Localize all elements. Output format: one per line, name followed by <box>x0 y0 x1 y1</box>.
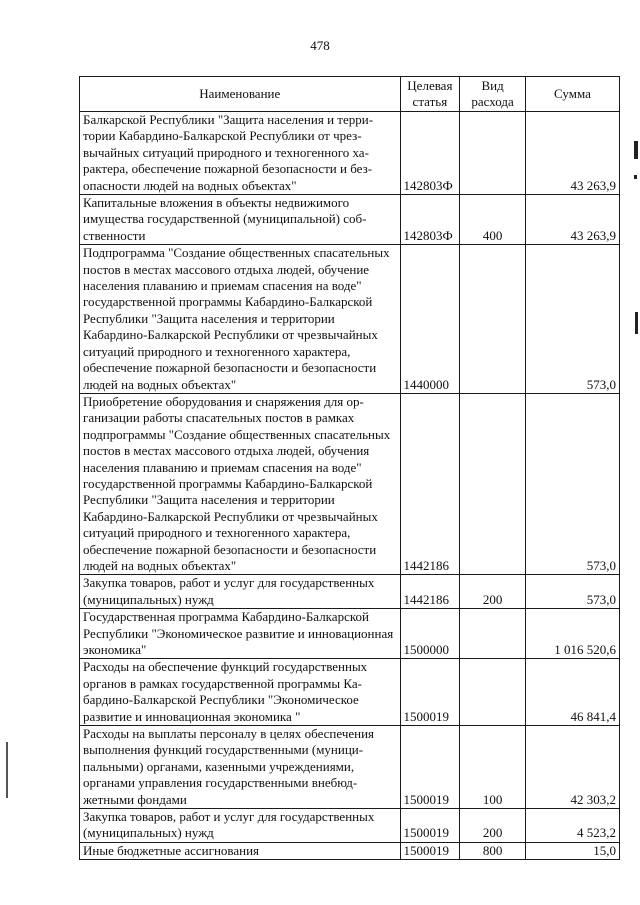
row-name: Приобретение оборудования и снаряжения для организации работы спасательных постов в рамках подпрограммы "Создание общественных спасательных постов в местах массового отдыха людей, обучения населения плаванию и приемам спасения на воде" государственной программы Кабардино-Балкарской Республики "Защита населения и территории Кабардино-Балкарской Республики от чрезвычайных ситуаций природного и техногенного характера, обеспечение пожарной безопасности и безопасности людей на водных объектах" <box>80 393 401 574</box>
row-sum: 4 523,2 <box>525 809 619 843</box>
row-name: Капитальные вложения в объекты недвижимого имущества государственной (муниципальной) собственности <box>80 195 401 245</box>
row-sum: 573,0 <box>525 575 619 609</box>
row-sum: 42 303,2 <box>525 726 619 809</box>
row-target-article: 1500019 <box>400 659 460 726</box>
row-target-article: 142803Ф <box>400 112 460 195</box>
row-target-article: 1440000 <box>400 245 460 394</box>
table-row <box>80 726 620 809</box>
budget-table <box>79 76 620 860</box>
row-sum: 43 263,9 <box>525 195 619 245</box>
scan-edge-mark <box>6 742 8 798</box>
row-target-article: 1500019 <box>400 842 460 859</box>
row-expense-type <box>460 659 526 726</box>
row-expense-type: 200 <box>460 809 526 843</box>
row-target-article: 1500000 <box>400 609 460 659</box>
header-sum: Сумма <box>525 77 619 112</box>
header-target-article: Целевая статья <box>400 77 460 112</box>
row-target-article: 1500019 <box>400 726 460 809</box>
row-target-article: 1442186 <box>400 575 460 609</box>
row-name: Расходы на обеспечение функций государственных органов в рамках государственной программы Кабардино-Балкарской Республики "Экономическое развитие и инновационная экономика " <box>80 659 401 726</box>
table-row <box>80 809 620 843</box>
header-name: Наименование <box>80 77 401 112</box>
table-row <box>80 195 620 245</box>
row-expense-type: 100 <box>460 726 526 809</box>
table-row <box>80 245 620 394</box>
row-expense-type: 800 <box>460 842 526 859</box>
table-row <box>80 575 620 609</box>
row-sum: 15,0 <box>525 842 619 859</box>
row-sum: 573,0 <box>525 393 619 574</box>
row-sum: 1 016 520,6 <box>525 609 619 659</box>
row-target-article: 142803Ф <box>400 195 460 245</box>
row-name: Расходы на выплаты персоналу в целях обеспечения выполнения функций государственными (муниципальными) органами, казенными учреждениями, органами управления государственными внебюджетными фондами <box>80 726 401 809</box>
row-name: Иные бюджетные ассигнования <box>80 842 401 859</box>
table-row <box>80 842 620 859</box>
row-sum: 46 841,4 <box>525 659 619 726</box>
scan-edge-mark <box>634 175 637 179</box>
table-header-row <box>80 77 620 112</box>
table-row <box>80 393 620 574</box>
row-expense-type <box>460 245 526 394</box>
page-number: 478 <box>310 38 330 53</box>
scan-edge-mark <box>634 141 638 159</box>
row-expense-type <box>460 609 526 659</box>
row-expense-type <box>460 393 526 574</box>
table-row <box>80 609 620 659</box>
row-name: Государственная программа Кабардино-Балкарской Республики "Экономическое развитие и инновационная экономика" <box>80 609 401 659</box>
table-row <box>80 112 620 195</box>
row-name: Закупка товаров, работ и услуг для государственных (муниципальных) нужд <box>80 809 401 843</box>
table-row <box>80 659 620 726</box>
row-sum: 43 263,9 <box>525 112 619 195</box>
row-expense-type: 200 <box>460 575 526 609</box>
row-expense-type <box>460 112 526 195</box>
header-expense-type: Вид расхода <box>460 77 526 112</box>
row-name: Закупка товаров, работ и услуг для государственных (муниципальных) нужд <box>80 575 401 609</box>
row-expense-type: 400 <box>460 195 526 245</box>
scan-edge-mark <box>635 312 638 334</box>
row-name: Балкарской Республики "Защита населения и территории Кабардино-Балкарской Республики от чрезвычайных ситуаций природного и техногенного характера, обеспечение пожарной безопасности и безопасности людей на водных объектах" <box>80 112 401 195</box>
row-target-article: 1442186 <box>400 393 460 574</box>
row-sum: 573,0 <box>525 245 619 394</box>
row-target-article: 1500019 <box>400 809 460 843</box>
row-name: Подпрограмма "Создание общественных спасательных постов в местах массового отдыха людей, обучение населения плаванию и приемам спасения на воде" государственной программы Кабардино-Балкарской Республики "Защита населения и территории Кабардино-Балкарской Республики от чрезвычайных ситуаций природного и техногенного характера, обеспечение пожарной безопасности и безопасности людей на водных объектах" <box>80 245 401 394</box>
